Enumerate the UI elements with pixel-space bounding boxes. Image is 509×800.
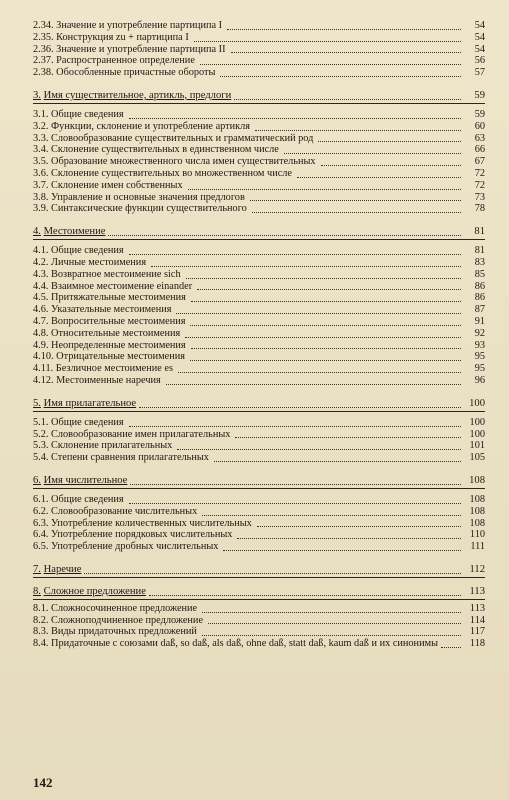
toc-entry-title: Управление и основные значения предлогов bbox=[51, 191, 245, 203]
toc-entry-label bbox=[33, 180, 185, 192]
toc-entry-title: Склонение существительных в единственном числе bbox=[51, 144, 279, 156]
toc-entry-number: 4.3. bbox=[33, 268, 49, 280]
toc-entry-label bbox=[33, 133, 315, 145]
toc-section-heading bbox=[33, 88, 485, 104]
toc-section-heading bbox=[33, 584, 485, 600]
toc-entry-number: 4.10. bbox=[33, 351, 54, 363]
toc-entry-number: 4.1. bbox=[33, 245, 49, 257]
toc-entry-title: Относительные местоимения bbox=[51, 327, 181, 339]
toc-entry-page: 96 bbox=[474, 374, 485, 386]
toc-entry-title: Виды придаточных предложений bbox=[51, 626, 197, 638]
toc-entry-number: 5.4. bbox=[33, 452, 49, 464]
toc-entry-title: Синтаксические функции существительного bbox=[51, 203, 247, 215]
toc-entry-title: Возвратное местоимение sich bbox=[51, 268, 181, 280]
toc-entry bbox=[33, 452, 485, 464]
toc-entry-label bbox=[33, 541, 220, 553]
toc-entry-page: 86 bbox=[474, 292, 485, 304]
toc-entry-title: Общие сведения bbox=[51, 245, 124, 257]
toc-entry-page: 86 bbox=[474, 280, 485, 292]
toc-entry-number: 4.12. bbox=[33, 374, 54, 386]
toc-entry bbox=[33, 67, 485, 79]
toc-entry-number: 6.2. bbox=[33, 505, 49, 517]
toc-entry-number: 6. bbox=[33, 474, 41, 486]
dot-leader bbox=[252, 200, 461, 213]
toc-entry-title: Словообразование имен прилагательных bbox=[51, 428, 231, 440]
toc-entry-title: Склонение имен собственных bbox=[51, 179, 183, 191]
toc-entry-number: 2.35. bbox=[33, 31, 54, 43]
toc-entry-label bbox=[33, 603, 199, 615]
toc-entry-label bbox=[33, 584, 146, 599]
toc-entry-page: 95 bbox=[474, 363, 485, 375]
toc-entry-title: Общие сведения bbox=[51, 108, 124, 120]
toc-entry-page: 57 bbox=[474, 67, 485, 79]
toc-entry-number: 3.8. bbox=[33, 191, 49, 203]
toc-entry-number: 4. bbox=[33, 226, 41, 238]
toc-entry-number: 8.3. bbox=[33, 626, 49, 638]
dot-leader bbox=[234, 88, 461, 100]
toc-entry-number: 3.2. bbox=[33, 120, 49, 132]
toc-entry-label bbox=[33, 67, 217, 79]
toc-entry-page: 112 bbox=[469, 563, 485, 575]
toc-entry-page: 113 bbox=[469, 585, 485, 597]
toc-entry-label bbox=[33, 473, 127, 488]
toc-entry-number: 4.5. bbox=[33, 292, 49, 304]
toc-entry-label bbox=[33, 144, 281, 156]
toc-entry-title: Указательные местоимения bbox=[51, 304, 172, 316]
toc-entry-label bbox=[33, 506, 199, 518]
toc-entry-number: 4.9. bbox=[33, 339, 49, 351]
toc-entry-number: 2.38. bbox=[33, 67, 54, 79]
toc-entry-label bbox=[33, 396, 136, 411]
toc-entry-label bbox=[33, 224, 105, 239]
toc-entry-page: 60 bbox=[474, 120, 485, 132]
toc-entry-title: Имя числительное bbox=[43, 474, 128, 486]
toc-entry-label bbox=[33, 316, 187, 328]
toc-entry-number: 7. bbox=[33, 563, 41, 575]
toc-entry-number: 4.4. bbox=[33, 280, 49, 292]
toc-entry-number: 5.3. bbox=[33, 440, 49, 452]
dot-leader bbox=[84, 562, 461, 574]
toc-entry-number: 3.6. bbox=[33, 167, 49, 179]
toc-entry-number: 8.2. bbox=[33, 614, 49, 626]
toc-entry-title: Отрицательные местоимения bbox=[56, 351, 185, 363]
toc-entry-page: 66 bbox=[474, 144, 485, 156]
toc-entry-number: 6.5. bbox=[33, 541, 49, 553]
toc-entry-page: 83 bbox=[474, 256, 485, 268]
toc-section-heading bbox=[33, 473, 485, 489]
toc-entry-page: 54 bbox=[474, 20, 485, 31]
toc-entry-page: 111 bbox=[470, 541, 485, 553]
toc-entry-title: Притяжательные местоимения bbox=[51, 292, 186, 304]
toc-entry-title: Степени сравнения прилагательных bbox=[51, 452, 209, 464]
toc-entry-label bbox=[33, 452, 211, 464]
toc-entry-number: 5.1. bbox=[33, 416, 49, 428]
toc-entry-page: 100 bbox=[469, 416, 485, 428]
toc-entry-label bbox=[33, 638, 465, 650]
toc-entry bbox=[33, 203, 485, 215]
toc-entry-label bbox=[33, 375, 163, 387]
toc-entry-page: 108 bbox=[469, 493, 485, 505]
toc-entry-title: Безличное местоимение es bbox=[55, 363, 173, 375]
toc-entry-page: 72 bbox=[474, 167, 485, 179]
toc-entry-label bbox=[33, 518, 254, 530]
toc-entry-page: 100 bbox=[469, 397, 485, 409]
toc-entry-page: 81 bbox=[474, 226, 485, 238]
toc-entry bbox=[33, 375, 485, 387]
toc-entry-label bbox=[33, 440, 174, 452]
toc-entry-page: 54 bbox=[474, 31, 485, 43]
dot-leader bbox=[130, 473, 461, 485]
toc-entry-label bbox=[33, 203, 249, 215]
toc-entry-page: 72 bbox=[474, 179, 485, 191]
toc-entry-title: Сложноподчиненное предложение bbox=[51, 614, 204, 626]
toc-entry-label bbox=[33, 626, 199, 638]
toc-entry-page: 118 bbox=[469, 638, 485, 650]
toc-entry-number: 4.7. bbox=[33, 315, 49, 327]
toc-entry-label bbox=[33, 245, 126, 257]
toc-entry-page: 117 bbox=[469, 626, 485, 638]
toc-entry-label bbox=[33, 257, 148, 269]
toc-entry-number: 4.2. bbox=[33, 256, 49, 268]
toc-entry-title: Местоименные наречия bbox=[56, 374, 161, 386]
toc-entry-label bbox=[33, 55, 197, 67]
toc-entry-label bbox=[33, 494, 126, 506]
toc-entry-label bbox=[33, 156, 318, 168]
toc-entry-number: 4.6. bbox=[33, 304, 49, 316]
toc-section-heading bbox=[33, 396, 485, 412]
dot-leader bbox=[139, 396, 461, 408]
toc-entry-page: 108 bbox=[469, 517, 485, 529]
toc-entry-number: 6.1. bbox=[33, 493, 49, 505]
toc-entry-number: 6.4. bbox=[33, 529, 49, 541]
toc-entry-title: Употребление количественных числительных bbox=[51, 517, 252, 529]
toc-entry-page: 78 bbox=[474, 203, 485, 215]
dot-leader bbox=[214, 449, 461, 462]
toc-entry-page: 91 bbox=[474, 315, 485, 327]
toc-entry-title: Вопросительные местоимения bbox=[51, 315, 186, 327]
dot-leader bbox=[166, 372, 461, 385]
toc-entry-label bbox=[33, 281, 194, 293]
toc-entry-page: 108 bbox=[469, 474, 485, 486]
dot-leader bbox=[108, 224, 461, 236]
page-number: 142 bbox=[33, 775, 53, 790]
toc-entry-number: 3.1. bbox=[33, 108, 49, 120]
dot-leader bbox=[202, 623, 461, 636]
toc-entry-label bbox=[33, 340, 188, 352]
toc-entry-title: Обособленные причастные обороты bbox=[56, 67, 216, 79]
toc-entry-title: Употребление порядковых числительных bbox=[51, 529, 233, 541]
toc-entry-page: 67 bbox=[474, 156, 485, 168]
toc-entry-page: 85 bbox=[474, 268, 485, 280]
toc-entry-title: Конструкция zu + партиципа I bbox=[56, 31, 189, 43]
table-of-contents bbox=[33, 20, 485, 662]
toc-entry-title: Общие сведения bbox=[51, 416, 124, 428]
toc-entry-label bbox=[33, 304, 173, 316]
toc-entry-title: Словообразование существительных и грамматический род bbox=[51, 132, 314, 144]
toc-entry-number: 8. bbox=[33, 585, 41, 597]
toc-entry-label bbox=[33, 615, 205, 627]
toc-entry-page: 113 bbox=[469, 602, 485, 614]
toc-entry-title: Имя существительное, артикль, предлоги bbox=[43, 89, 232, 101]
toc-entry-number: 2.36. bbox=[33, 43, 54, 55]
toc-entry-title: Придаточные с союзами daß, so daß, als daß, ohne daß, statt daß, kaum daß и их синонимы bbox=[51, 638, 439, 650]
toc-entry-page: 93 bbox=[474, 339, 485, 351]
toc-entry-number: 3.4. bbox=[33, 144, 49, 156]
toc-entry-title: Образование множественного числа имен существительных bbox=[51, 156, 316, 168]
toc-entry-label bbox=[33, 88, 231, 103]
toc-entry-label bbox=[33, 44, 228, 56]
toc-entry-label bbox=[33, 269, 183, 281]
toc-entry-page: 59 bbox=[474, 108, 485, 120]
toc-entry-number: 8.1. bbox=[33, 602, 49, 614]
toc-entry-page: 54 bbox=[474, 43, 485, 55]
toc-section-heading bbox=[33, 562, 485, 578]
toc-entry-page: 95 bbox=[474, 351, 485, 363]
toc-entry-number: 4.8. bbox=[33, 327, 49, 339]
toc-entry-number: 8.4. bbox=[33, 638, 49, 650]
toc-entry-page: 56 bbox=[474, 55, 485, 67]
toc-entry-title: Функции, склонение и употребление артикля bbox=[51, 120, 251, 132]
toc-entry-title: Склонение существительных во множественном числе bbox=[51, 167, 292, 179]
dot-leader bbox=[220, 64, 461, 77]
toc-entry-label bbox=[33, 292, 188, 304]
toc-entry-page: 100 bbox=[469, 428, 485, 440]
dot-leader bbox=[149, 584, 461, 596]
toc-entry-label bbox=[33, 363, 175, 375]
toc-entry-label bbox=[33, 529, 234, 541]
toc-entry-label bbox=[33, 109, 126, 121]
toc-entry-page: 81 bbox=[474, 245, 485, 257]
toc-entry-number: 5. bbox=[33, 397, 41, 409]
toc-entry-page: 110 bbox=[469, 529, 485, 541]
toc-entry-title: Значение и употребление партиципа II bbox=[56, 43, 226, 55]
toc-entry-number: 3.9. bbox=[33, 203, 49, 215]
toc-entry-title: Личные местоимения bbox=[51, 256, 147, 268]
toc-entry-number: 2.37. bbox=[33, 55, 54, 67]
toc-entry-title: Значение и употребление партиципа I bbox=[56, 20, 223, 31]
toc-entry-number: 5.2. bbox=[33, 428, 49, 440]
toc-entry-title: Неопределенные местоимения bbox=[51, 339, 186, 351]
toc-entry-page: 87 bbox=[474, 304, 485, 316]
toc-entry-title: Взаимное местоимение einander bbox=[51, 280, 193, 292]
toc-entry-number: 3.3. bbox=[33, 132, 49, 144]
toc-entry-title: Имя прилагательное bbox=[43, 397, 137, 409]
toc-entry-title: Сложное предложение bbox=[43, 585, 146, 597]
toc-entry-label bbox=[33, 417, 126, 429]
toc-entry-page: 59 bbox=[474, 89, 485, 101]
toc-entry bbox=[33, 541, 485, 553]
toc-entry-page: 108 bbox=[469, 505, 485, 517]
toc-section-heading bbox=[33, 224, 485, 240]
toc-entry-number: 6.3. bbox=[33, 517, 49, 529]
toc-entry-title: Распространенное определение bbox=[56, 55, 195, 67]
toc-entry-title: Словообразование числительных bbox=[51, 505, 198, 517]
toc-entry-number: 3. bbox=[33, 89, 41, 101]
toc-entry-label bbox=[33, 328, 182, 340]
dot-leader bbox=[441, 635, 461, 648]
toc-entry-label bbox=[33, 192, 247, 204]
toc-entry-page: 114 bbox=[469, 614, 485, 626]
toc-entry-title: Наречие bbox=[43, 563, 82, 575]
dot-leader bbox=[223, 538, 461, 551]
toc-entry bbox=[33, 626, 485, 638]
toc-entry-title: Общие сведения bbox=[51, 493, 124, 505]
toc-entry-page: 73 bbox=[474, 191, 485, 203]
toc-entry-label bbox=[33, 32, 191, 44]
toc-entry-number: 3.7. bbox=[33, 179, 49, 191]
toc-entry-page: 101 bbox=[469, 440, 485, 452]
toc-entry-page: 63 bbox=[474, 132, 485, 144]
toc-entry-page: 92 bbox=[474, 327, 485, 339]
toc-entry-label bbox=[33, 562, 81, 577]
toc-entry-number: 4.11. bbox=[33, 363, 54, 375]
toc-entry bbox=[33, 638, 485, 662]
toc-entry-title: Употребление дробных числительных bbox=[51, 541, 219, 553]
toc-entry-title: Сложносочиненное предложение bbox=[51, 602, 198, 614]
toc-entry-label bbox=[33, 121, 252, 133]
toc-entry-title: Склонение прилагательных bbox=[51, 440, 173, 452]
toc-entry-page: 105 bbox=[469, 452, 485, 464]
toc-entry-title: Местоимение bbox=[43, 226, 106, 238]
toc-entry-number: 2.34. bbox=[33, 20, 54, 31]
toc-entry-label bbox=[33, 351, 187, 363]
toc-entry-number: 3.5. bbox=[33, 156, 49, 168]
